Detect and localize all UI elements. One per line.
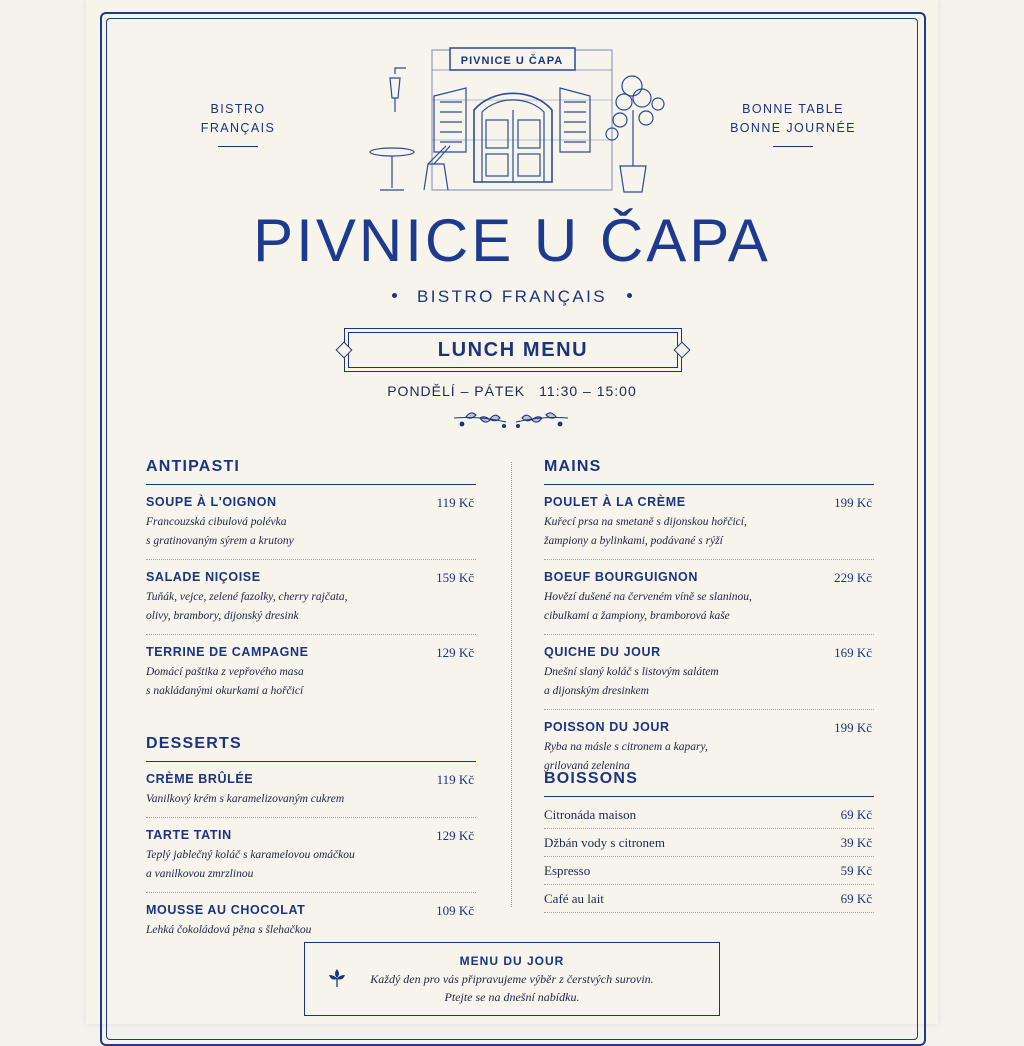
description-line: a vanilkovou zmrzlinou (146, 868, 254, 880)
sign-text: PIVNICE U ČAPA (460, 55, 564, 67)
menu-du-jour-box (304, 942, 720, 1016)
menu-item-price: 109 Kč (436, 903, 474, 918)
antipasti-title: ANTIPASTI (146, 458, 476, 485)
menu-item-price: 129 Kč (436, 828, 474, 843)
menu-item (544, 560, 874, 635)
storefront-illustration (362, 40, 672, 200)
menu-item (544, 635, 874, 710)
mains-title: MAINS (544, 458, 874, 485)
menu-item (146, 485, 476, 560)
mains-section (544, 458, 874, 784)
menu-item-price: 199 Kč (834, 720, 872, 735)
mains-list (544, 485, 874, 784)
menu-item (146, 762, 476, 818)
description-line: grilovaná zelenina (544, 760, 630, 772)
menu-item-price: 169 Kč (834, 645, 872, 660)
menu-item (146, 893, 476, 948)
menu-item (544, 485, 874, 560)
boissons-title: BOISSONS (544, 770, 874, 797)
description-line: olivy, brambory, dijonský dresink (146, 610, 299, 622)
opening-time: 11:30 – 15:00 (539, 383, 637, 399)
desserts-section (146, 735, 476, 948)
menu-item-description (146, 513, 476, 551)
drink-name: Café au lait (544, 891, 604, 906)
drink-item (544, 801, 874, 829)
menu-item-description (146, 588, 476, 626)
bullet-right (627, 293, 632, 298)
menu-item-description (146, 921, 476, 940)
leaf-icon (327, 967, 347, 989)
menu-du-jour-line-2: Ptejte se na dnešní nabídku. (444, 990, 580, 1004)
description-line: s gratinovaným sýrem a krutony (146, 535, 294, 547)
right-note-line-2: BONNE JOURNÉE (730, 121, 856, 135)
menu-item-name: MOUSSE AU CHOCOLAT (146, 903, 306, 917)
drink-price: 59 Kč (840, 863, 872, 878)
menu-item-description (544, 663, 874, 701)
menu-item-name: POULET À LA CRÈME (544, 495, 686, 509)
olive-sprig-ornament (446, 404, 576, 434)
description-line: cibulkami a žampiony, bramborová kaše (544, 610, 730, 622)
menu-item (146, 818, 476, 893)
subtitle-text: BISTRO FRANÇAIS (417, 287, 607, 306)
drink-price: 69 Kč (840, 891, 872, 906)
antipasti-list (146, 485, 476, 709)
drink-price: 69 Kč (840, 807, 872, 822)
antipasti-section (146, 458, 476, 709)
description-line: Domácí paštika z vepřového masa (146, 666, 304, 678)
menu-item-price: 199 Kč (834, 495, 872, 510)
opening-hours (0, 383, 1024, 399)
description-line: Dnešní slaný koláč s listovým salátem (544, 666, 719, 678)
menu-item (146, 560, 476, 635)
restaurant-title: PIVNICE U ČAPA (253, 207, 771, 274)
drink-name: Džbán vody s citronem (544, 835, 665, 850)
right-note (718, 100, 868, 147)
menu-item-name: CRÈME BRÛLÉE (146, 772, 254, 786)
drink-item (544, 857, 874, 885)
description-line: Lehká čokoládová pěna s šlehačkou (146, 924, 312, 936)
subtitle (0, 287, 1024, 307)
right-note-rule (773, 146, 813, 147)
description-line: Vanilkový krém s karamelizovaným cukrem (146, 793, 345, 805)
drink-item (544, 829, 874, 857)
drink-price: 39 Kč (840, 835, 872, 850)
desserts-list (146, 762, 476, 948)
menu-item-description (544, 588, 874, 626)
description-line: Ryba na másle s citronem a kapary, (544, 741, 708, 753)
opening-days: PONDĚLÍ – PÁTEK (387, 383, 526, 399)
left-note-line-1: BISTRO (210, 102, 266, 116)
menu-item (146, 635, 476, 709)
menu-item-name: QUICHE DU JOUR (544, 645, 661, 659)
menu-item-price: 129 Kč (436, 645, 474, 660)
description-line: žampiony a bylinkami, podávané s rýží (544, 535, 723, 547)
lunch-menu-label: LUNCH MENU (437, 339, 589, 361)
menu-item-price: 119 Kč (436, 495, 474, 510)
menu-item-name: TERRINE DE CAMPAGNE (146, 645, 309, 659)
description-line: a dijonským dresinkem (544, 685, 649, 697)
menu-item-price: 119 Kč (436, 772, 474, 787)
drink-name: Citronáda maison (544, 807, 637, 822)
description-line: Francouzská cibulová polévka (146, 516, 287, 528)
menu-item-description (146, 846, 476, 884)
menu-item-name: BOEUF BOURGUIGNON (544, 570, 698, 584)
menu-item-description (146, 663, 476, 701)
menu-item-price: 229 Kč (834, 570, 872, 585)
left-note (168, 100, 308, 147)
description-line: Tuňák, vejce, zelené fazolky, cherry rajčata, (146, 591, 348, 603)
lunch-menu-banner (344, 328, 682, 372)
left-note-rule (218, 146, 258, 147)
bullet-left (392, 293, 397, 298)
boissons-list (544, 801, 874, 913)
left-note-line-2: FRANÇAIS (200, 121, 276, 135)
drink-name: Espresso (544, 863, 591, 878)
drink-item (544, 885, 874, 913)
column-divider (511, 462, 512, 907)
menu-item-name: SALADE NIÇOISE (146, 570, 261, 584)
right-note-line-1: BONNE TABLE (742, 102, 844, 116)
menu-item-description (146, 790, 476, 809)
menu-item-description (544, 513, 874, 551)
menu-item-name: TARTE TATIN (146, 828, 232, 842)
description-line: Hovězí dušené na červeném víně se slaninou, (544, 591, 752, 603)
description-line: Teplý jablečný koláč s karamelovou omáčkou (146, 849, 355, 861)
description-line: Kuřecí prsa na smetaně s dijonskou hořčicí, (544, 516, 747, 528)
menu-du-jour-title: MENU DU JOUR (459, 954, 565, 968)
description-line: s nakládanými okurkami a hořčicí (146, 685, 304, 697)
menu-item-name: POISSON DU JOUR (544, 720, 670, 734)
desserts-title: DESSERTS (146, 735, 476, 762)
menu-du-jour-line-1: Každý den pro vás připravujeme výběr z čerstvých surovin. (370, 972, 654, 986)
menu-item-name: SOUPE À L'OIGNON (146, 495, 277, 509)
boissons-section (544, 770, 874, 913)
menu-item-price: 159 Kč (436, 570, 474, 585)
